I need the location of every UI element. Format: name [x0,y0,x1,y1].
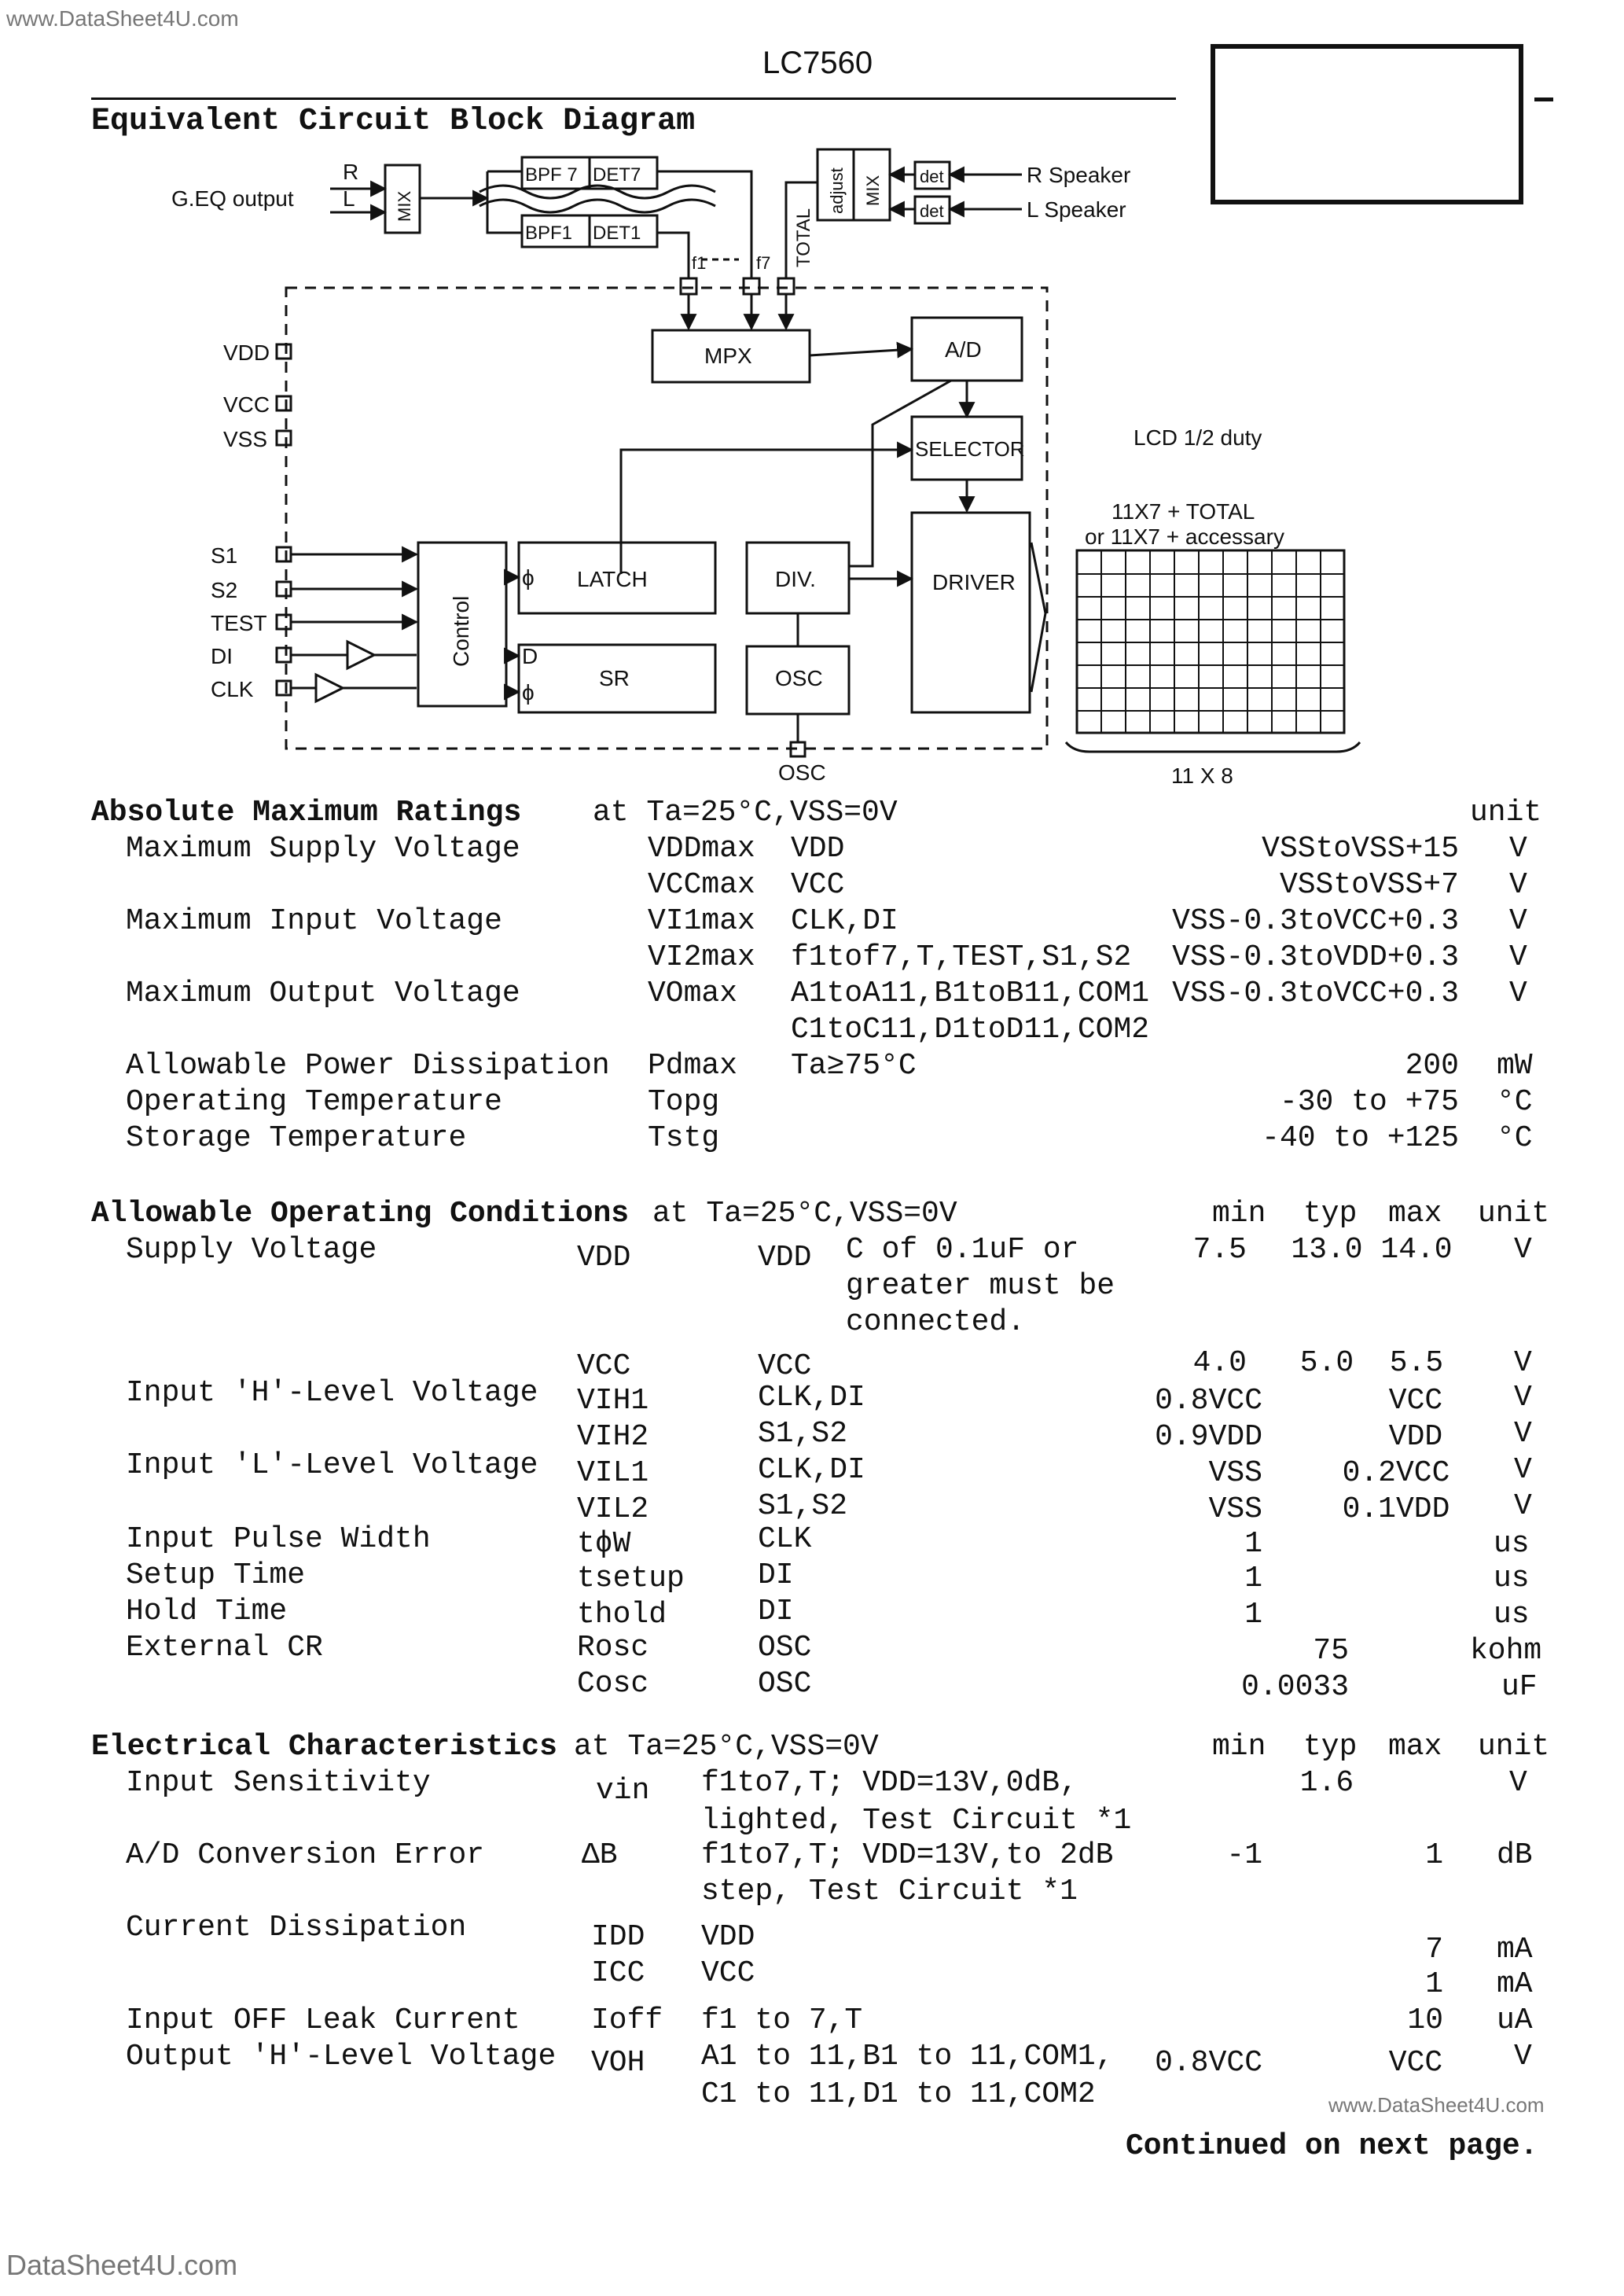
table-cell: 0.2VCC [1342,1456,1450,1490]
table-cell: Input 'L'-Level Voltage [126,1448,538,1482]
table-cell: -40 to +125 [1262,1121,1459,1155]
lcd-bottom-label: 11 X 8 [1171,763,1233,788]
table-cell: uA [1497,2003,1533,2037]
table-cell: f1 to 7,T [701,2003,863,2037]
watermark-bottom[interactable]: DataSheet4U.com [6,2249,238,2281]
table-cell: uF [1501,1670,1538,1704]
table-cell: 13.0 [1291,1233,1363,1267]
lcd-duty-label: LCD 1/2 duty [1133,425,1262,450]
table-cell: 0.8VCC [1155,2046,1262,2080]
part-number: LC7560 [762,46,873,80]
lcd-line1-label: 11X7 + TOTAL [1111,499,1255,524]
det-r-label: det [920,167,944,186]
header-dash [1534,98,1553,101]
table-cell: 5.5 [1389,1346,1444,1380]
table-cell: C1 to 11,D1 to 11,COM2 [701,2077,1096,2111]
table-cell: VIL2 [577,1492,649,1526]
table-cell: V [1509,940,1527,974]
table-cell: tϕW [577,1527,631,1561]
driver-label: DRIVER [932,570,1016,594]
table-cell: f1to7,T; VDD=13V,0dB, [701,1766,1078,1800]
control-label: Control [449,595,473,667]
table-cell: C1toC11,D1toD11,COM2 [791,1013,1150,1047]
table-cell: VIL1 [577,1456,649,1490]
sr-phi: ϕ [522,680,535,705]
table-cell: Maximum Output Voltage [126,977,520,1010]
table-cell: Input OFF Leak Current [126,2003,520,2037]
sr-d: D [522,644,538,668]
diagram-title: Equivalent Circuit Block Diagram [91,104,696,139]
l-label: L [343,186,355,211]
table-cell: Supply Voltage [126,1233,377,1267]
table-cell: V [1514,1346,1532,1380]
table-cell: OSC [758,1631,812,1665]
table-cell: A1 to 11,B1 to 11,COM1, [701,2040,1114,2073]
table-cell: VSS-0.3toVDD+0.3 [1172,940,1459,974]
det-l-label: det [920,201,944,221]
table-cell: 7 [1425,1933,1443,1967]
table-cell: VOmax [648,977,738,1010]
op-cond-unit-header: unit [1478,1197,1550,1231]
table-cell: Cosc [577,1667,649,1701]
s2-label: S2 [211,578,238,602]
table-cell: -1 [1226,1838,1262,1872]
mix-right-label: MIX [863,175,883,206]
table-cell: 4.0 [1192,1346,1247,1380]
table-cell: CLK,DI [758,1381,865,1415]
table-cell: 1.6 [1299,1766,1354,1800]
table-cell: V [1514,1381,1532,1415]
table-cell: Rosc [577,1631,649,1665]
table-cell: Current Dissipation [126,1911,467,1945]
osc-label: OSC [775,666,823,690]
table-cell: V [1509,868,1527,902]
bpf1-label: BPF1 [525,223,573,244]
table-cell: C of 0.1uF or [846,1233,1079,1267]
table-cell: VCCmax [648,868,755,902]
table-cell: Topg [648,1085,720,1119]
table-cell: CLK [758,1522,812,1556]
l-speaker-label: L Speaker [1027,197,1126,222]
table-cell: Setup Time [126,1558,306,1592]
table-cell: kohm [1470,1634,1542,1668]
watermark-mid[interactable]: www.DataSheet4U.com [1328,2093,1545,2117]
table-cell: mA [1497,1967,1533,2001]
abs-max-title: Absolute Maximum Ratings [91,796,522,830]
watermark-top[interactable]: www.DataSheet4U.com [6,6,239,31]
table-cell: Input Pulse Width [126,1522,431,1556]
table-cell: step, Test Circuit *1 [701,1875,1078,1908]
table-cell: VSS-0.3toVCC+0.3 [1172,977,1459,1010]
table-cell: CLK,DI [758,1453,865,1487]
table-cell: us [1494,1562,1530,1595]
abs-max-unit-header: unit [1470,796,1542,830]
table-cell: °C [1497,1121,1533,1155]
table-cell: 1 [1425,1838,1443,1872]
selector-label: SELECTOR [915,437,1025,461]
table-cell: VCC [701,1956,755,1990]
det7-label: DET7 [593,164,641,186]
table-cell: Output 'H'-Level Voltage [126,2040,557,2073]
r-speaker-label: R Speaker [1027,163,1131,187]
table-cell: VSS-0.3toVCC+0.3 [1172,904,1459,938]
table-cell: us [1494,1527,1530,1561]
table-cell: V [1514,1489,1532,1523]
total-label: TOTAL [793,208,814,267]
f1-label: f1 [692,253,707,273]
table-cell: A1toA11,B1toB11,COM1 [791,977,1150,1010]
table-cell: V [1514,1233,1532,1267]
elec-title: Electrical Characteristics [91,1730,557,1764]
table-cell: V [1514,1453,1532,1487]
table-cell: VSS [1208,1492,1262,1526]
elec-typ-header: typ [1303,1730,1358,1764]
sr-label: SR [599,666,630,690]
s1-label: S1 [211,543,238,568]
table-cell: connected. [846,1305,1026,1339]
table-cell: 1 [1244,1562,1262,1595]
table-cell: tsetup [577,1562,685,1595]
table-cell: greater must be [846,1269,1115,1303]
elec-condition: at Ta=25°C,VSS=0V [574,1730,879,1764]
osc-pin-label: OSC [778,760,826,785]
table-cell: f1tof7,T,TEST,S1,S2 [791,940,1132,974]
table-cell: -30 to +75 [1279,1085,1459,1119]
op-cond-condition: at Ta=25°C,VSS=0V [652,1197,957,1231]
elec-min-header: min [1212,1730,1266,1764]
table-cell: Hold Time [126,1595,288,1628]
table-cell: lighted, Test Circuit *1 [701,1804,1132,1838]
op-cond-max-header: max [1388,1197,1442,1231]
f7-label: f7 [756,253,771,273]
table-cell: 0.8VCC [1155,1384,1262,1418]
table-cell: VCC [1388,2046,1443,2080]
table-cell: VIH2 [577,1420,649,1454]
op-cond-title: Allowable Operating Conditions [91,1197,630,1231]
div-label: DIV. [775,567,816,591]
table-cell: External CR [126,1631,323,1665]
table-cell: us [1494,1598,1530,1632]
table-cell: VSStoVSS+15 [1262,832,1459,866]
table-cell: mA [1497,1933,1533,1967]
table-cell: DI [758,1558,794,1592]
table-cell: VDD [1388,1420,1443,1454]
table-cell: VDD [701,1920,755,1954]
table-cell: VSStoVSS+7 [1279,868,1459,902]
block-diagram [0,142,1624,794]
table-cell: 14.0 [1380,1233,1453,1267]
chip-boundary [286,288,1047,749]
table-cell: Allowable Power Dissipation [126,1049,610,1083]
table-cell: dB [1497,1838,1533,1872]
table-cell: VCC [791,868,845,902]
table-cell: VIH1 [577,1384,649,1418]
table-cell: 0.0033 [1241,1670,1349,1704]
table-cell: 75 [1313,1634,1349,1668]
table-cell: mW [1497,1049,1533,1083]
table-cell: Operating Temperature [126,1085,502,1119]
table-cell: ΔB [582,1838,618,1872]
latch-phi: ϕ [522,565,535,590]
table-cell: OSC [758,1667,812,1701]
latch-label: LATCH [577,567,648,591]
table-cell: thold [577,1598,667,1632]
table-cell: 1 [1244,1598,1262,1632]
table-cell: Input Sensitivity [126,1766,431,1800]
lcd-line2-label: or 11X7 + accessary [1085,524,1284,549]
table-cell: 200 [1405,1049,1459,1083]
table-cell: VDDmax [648,832,755,866]
table-cell: 10 [1407,2003,1443,2037]
table-cell: VDD [791,832,845,866]
elec-max-header: max [1388,1730,1442,1764]
vss-label: VSS [223,427,268,451]
table-cell: Tstg [648,1121,720,1155]
table-cell: f1to7,T; VDD=13V,to 2dB [701,1838,1114,1872]
driver-block [912,513,1030,712]
mpx-label: MPX [704,344,752,368]
vdd-label: VDD [223,340,270,365]
table-cell: Input 'H'-Level Voltage [126,1376,538,1410]
table-cell: VI2max [648,940,755,974]
geq-output-label: G.EQ output [171,186,294,211]
op-cond-typ-header: typ [1303,1197,1358,1231]
table-cell: S1,S2 [758,1489,848,1523]
continued-note: Continued on next page. [1126,2129,1538,2163]
bpf7-label: BPF 7 [525,164,578,186]
table-cell: IDD [591,1920,645,1954]
elec-unit-header: unit [1478,1730,1550,1764]
di-label: DI [211,644,233,668]
mix-left-label: MIX [395,190,414,222]
clk-label: CLK [211,677,254,701]
table-cell: VI1max [648,904,755,938]
table-cell: 0.9VDD [1155,1420,1262,1454]
table-cell: VCC [1388,1384,1443,1418]
table-cell: Pdmax [648,1049,738,1083]
table-cell: VCC [758,1349,812,1383]
table-cell: Ioff [591,2003,663,2037]
table-cell: A/D Conversion Error [126,1838,485,1872]
table-cell: ICC [591,1956,645,1990]
table-cell: 5.0 [1299,1346,1354,1380]
table-cell: V [1514,2040,1532,2073]
table-cell: VDD [758,1241,812,1275]
table-cell: V [1509,1766,1527,1800]
det1-label: DET1 [593,223,641,244]
table-cell: 0.1VDD [1342,1492,1450,1526]
table-cell: 7.5 [1192,1233,1247,1267]
table-cell: V [1514,1417,1532,1451]
table-cell: V [1509,832,1527,866]
op-cond-min-header: min [1212,1197,1266,1231]
table-cell: VSS [1208,1456,1262,1490]
table-cell: 1 [1425,1967,1443,2001]
table-cell: VDD [577,1241,631,1275]
r-label: R [343,160,359,184]
table-cell: VCC [577,1349,631,1383]
table-cell: CLK,DI [791,904,898,938]
table-cell: °C [1497,1085,1533,1119]
table-cell: 1 [1244,1527,1262,1561]
table-cell: V [1509,904,1527,938]
table-cell: Maximum Input Voltage [126,904,502,938]
test-label: TEST [211,611,267,635]
table-cell: Ta≥75°C [791,1049,917,1083]
table-cell: V [1509,977,1527,1010]
table-cell: Maximum Supply Voltage [126,832,520,866]
vcc-label: VCC [223,392,270,417]
ad-label: A/D [945,337,982,362]
table-cell: DI [758,1595,794,1628]
table-cell: S1,S2 [758,1417,848,1451]
table-cell: Storage Temperature [126,1121,467,1155]
header-rule [91,98,1176,100]
abs-max-condition: at Ta=25°C,VSS=0V [593,796,898,830]
adjust-label: adjust [827,167,847,214]
table-cell: vin [596,1774,650,1808]
table-cell: VOH [591,2046,645,2080]
